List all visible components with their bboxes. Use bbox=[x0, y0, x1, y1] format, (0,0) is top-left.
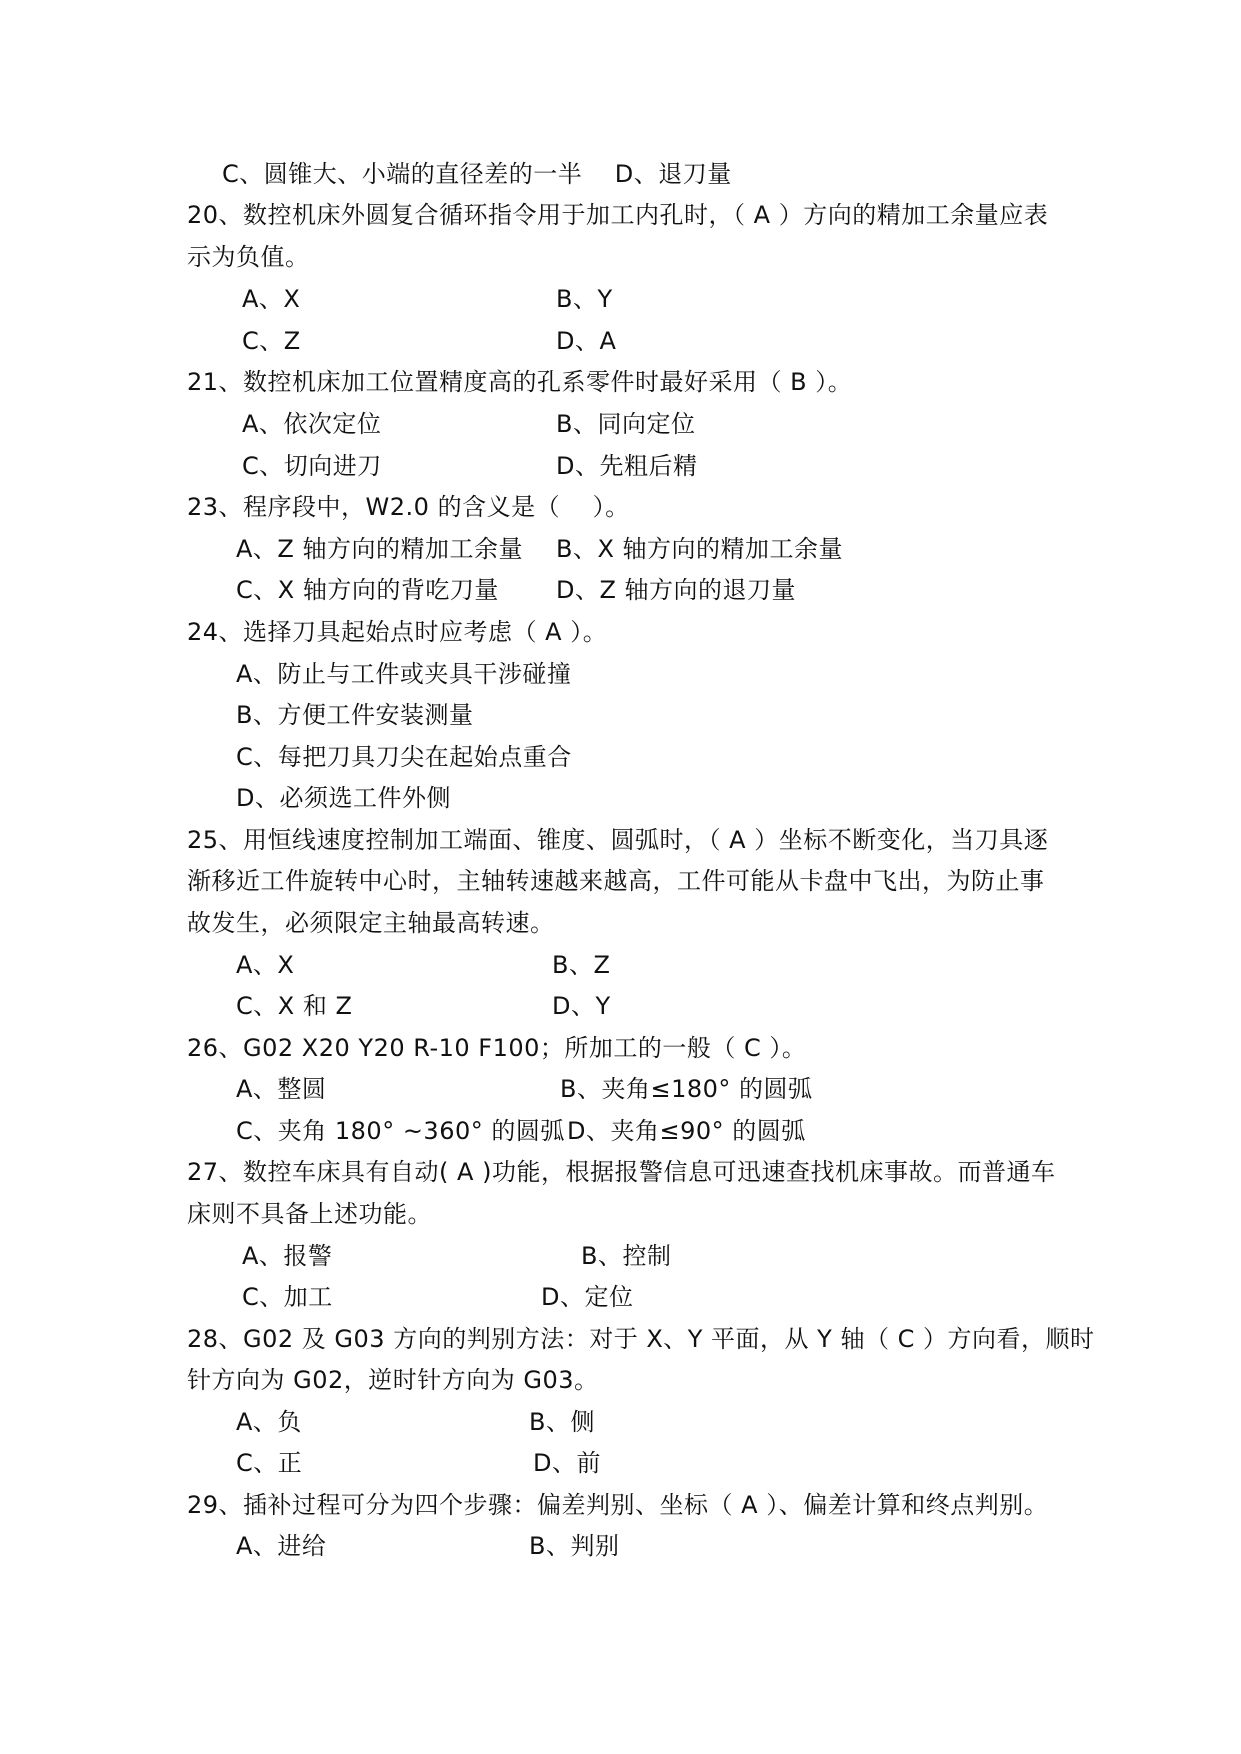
option-c: C、每把刀具刀尖在起始点重合 bbox=[236, 743, 572, 771]
question-27-cont: 床则不具备上述功能。 bbox=[187, 1200, 432, 1228]
option-c: C、切向进刀 bbox=[242, 452, 382, 480]
option-b: B、Z bbox=[552, 951, 611, 979]
question-23: 23、程序段中，W2.0 的含义是（ ）。 bbox=[187, 493, 630, 521]
option-b: B、X 轴方向的精加工余量 bbox=[556, 535, 844, 563]
option-b: B、同向定位 bbox=[556, 410, 696, 438]
option-d: D、必须选工件外侧 bbox=[236, 784, 451, 812]
question-25-cont: 渐移近工件旋转中心时，主轴转速越来越高，工件可能从卡盘中飞出，为防止事 bbox=[187, 867, 1045, 895]
option-c: C、夹角 180° ~360° 的圆弧 bbox=[236, 1117, 565, 1145]
option-c: C、X 轴方向的背吃刀量 bbox=[236, 576, 499, 604]
option-a: A、整圆 bbox=[236, 1075, 327, 1103]
option-d: D、A bbox=[556, 327, 617, 355]
option-a: A、X bbox=[236, 951, 295, 979]
question-26: 26、G02 X20 Y20 R-10 F100；所加工的一般（ C ）。 bbox=[187, 1034, 807, 1062]
question-28-cont: 针方向为 G02，逆时针方向为 G03。 bbox=[187, 1366, 599, 1394]
option-d: D、前 bbox=[533, 1449, 601, 1477]
option-a: A、进给 bbox=[236, 1532, 327, 1560]
option-b: B、控制 bbox=[581, 1242, 672, 1270]
question-28: 28、G02 及 G03 方向的判别方法：对于 X、Y 平面，从 Y 轴（ C ）方向看，顺时 bbox=[187, 1325, 1095, 1353]
question-27: 27、数控车床具有自动( A )功能，根据报警信息可迅速查找机床事故。而普通车 bbox=[187, 1158, 1056, 1186]
option-c: C、加工 bbox=[242, 1283, 333, 1311]
option-b: B、方便工件安装测量 bbox=[236, 701, 474, 729]
option-c: C、X 和 Z bbox=[236, 992, 353, 1020]
option-d: D、先粗后精 bbox=[556, 452, 698, 480]
option-b: B、Y bbox=[556, 285, 613, 313]
option-b: B、判别 bbox=[529, 1532, 620, 1560]
option-a: A、Z 轴方向的精加工余量 bbox=[236, 535, 523, 563]
option-a: A、X bbox=[242, 285, 301, 313]
option-line: C、圆锥大、小端的直径差的一半 D、退刀量 bbox=[222, 160, 732, 188]
question-29: 29、插补过程可分为四个步骤：偏差判别、坐标（ A ）、偏差计算和终点判别。 bbox=[187, 1491, 1049, 1519]
question-25-cont: 故发生，必须限定主轴最高转速。 bbox=[187, 909, 555, 937]
option-a: A、报警 bbox=[242, 1242, 333, 1270]
option-d: D、Y bbox=[552, 992, 611, 1020]
question-24: 24、选择刀具起始点时应考虑（ A ）。 bbox=[187, 618, 608, 646]
question-20: 20、数控机床外圆复合循环指令用于加工内孔时，（ A ）方向的精加工余量应表 bbox=[187, 201, 1049, 229]
option-d: D、Z 轴方向的退刀量 bbox=[556, 576, 797, 604]
question-25: 25、用恒线速度控制加工端面、锥度、圆弧时，（ A ）坐标不断变化，当刀具逐 bbox=[187, 826, 1049, 854]
option-b: B、侧 bbox=[529, 1408, 595, 1436]
option-d: D、夹角≤90° 的圆弧 bbox=[567, 1117, 806, 1145]
option-d: D、定位 bbox=[541, 1283, 634, 1311]
question-20-cont: 示为负值。 bbox=[187, 243, 310, 271]
option-a: A、负 bbox=[236, 1408, 302, 1436]
question-21: 21、数控机床加工位置精度高的孔系零件时最好采用（ B ）。 bbox=[187, 368, 853, 396]
option-c: C、正 bbox=[236, 1449, 303, 1477]
option-a: A、防止与工件或夹具干涉碰撞 bbox=[236, 660, 572, 688]
option-a: A、依次定位 bbox=[242, 410, 382, 438]
option-c: C、Z bbox=[242, 327, 301, 355]
option-b: B、夹角≤180° 的圆弧 bbox=[560, 1075, 813, 1103]
